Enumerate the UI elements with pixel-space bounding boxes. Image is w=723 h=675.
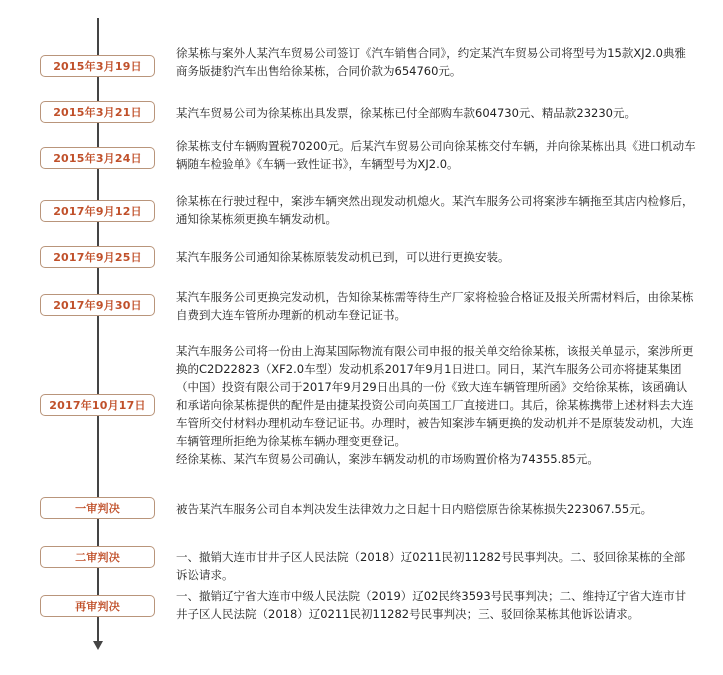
event-description	[176, 104, 696, 122]
event-description	[176, 342, 696, 468]
arrow-down-icon	[93, 641, 103, 650]
event-description	[176, 548, 696, 584]
event-paragraph: 某汽车服务公司将一份由上海某国际物流有限公司申报的报关单交给徐某栋，该报关单显示，案涉所更换的C2D22823（XF2.0车型）发动机系2017年9月1日进口。同日，某汽车服务公司亦将捷某集团（中国）投资有限公司于2017年9月29日出具的一份《致大连车辆管理所函》交给徐某栋，该函确认和承诺向徐某栋提供的配件是由捷某投资公司向英国工厂直接进口。其后，徐某栋携带上述材料去大连车管所交付材料办理机动车登记证书。办理时，被告知案涉车辆更换的发动机并不是原装发动机，大连车辆管理所拒绝为徐某栋车辆办理变更登记。	[176, 344, 694, 448]
date-label: 2015年3月21日	[40, 101, 155, 123]
date-label: 2015年3月19日	[40, 55, 155, 77]
event-paragraph: 徐某栋在行驶过程中，案涉车辆突然出现发动机熄火。某汽车服务公司将案涉车辆拖至其店内检修后，通知徐某栋须更换车辆发动机。	[176, 194, 694, 226]
event-description	[176, 288, 696, 324]
date-label: 一审判决	[40, 497, 155, 519]
event-paragraph: 一、撤销大连市甘井子区人民法院（2018）辽0211民初11282号民事判决。二、驳回徐某栋的全部诉讼请求。	[176, 550, 686, 582]
event-paragraph: 某汽车服务公司更换完发动机，告知徐某栋需等待生产厂家将检验合格证及报关所需材料后，由徐某栋自费到大连车管所办理新的机动车登记证书。	[176, 290, 694, 322]
event-description	[176, 44, 696, 80]
date-label: 2017年9月25日	[40, 246, 155, 268]
date-label: 2017年10月17日	[40, 394, 155, 416]
date-label: 2015年3月24日	[40, 147, 155, 169]
event-paragraph: 经徐某栋、某汽车贸易公司确认，案涉车辆发动机的市场购置价格为74355.85元。	[176, 452, 599, 466]
date-label: 2017年9月30日	[40, 294, 155, 316]
date-label: 2017年9月12日	[40, 200, 155, 222]
event-paragraph: 徐某栋与案外人某汽车贸易公司签订《汽车销售合同》，约定某汽车贸易公司将型号为15款XJ2.0典雅商务版捷豹汽车出售给徐某栋，合同价款为654760元。	[176, 46, 686, 78]
event-paragraph: 被告某汽车服务公司自本判决发生法律效力之日起十日内赔偿原告徐某栋损失223067.55元。	[176, 502, 653, 516]
event-paragraph: 某汽车服务公司通知徐某栋原装发动机已到，可以进行更换安装。	[176, 250, 510, 264]
date-label: 二审判决	[40, 546, 155, 568]
date-label: 再审判决	[40, 595, 155, 617]
event-description	[176, 587, 696, 623]
event-description	[176, 137, 696, 173]
event-paragraph: 一、撤销辽宁省大连市中级人民法院（2019）辽02民终3593号民事判决；二、维持辽宁省大连市甘井子区人民法院（2018）辽0211民初11282号民事判决；三、驳回徐某栋其他诉讼请求。	[176, 589, 687, 621]
event-description	[176, 248, 696, 266]
event-paragraph: 某汽车贸易公司为徐某栋出具发票，徐某栋已付全部购车款604730元、精品款23230元。	[176, 106, 636, 120]
event-description	[176, 192, 696, 228]
event-description	[176, 500, 696, 518]
event-paragraph: 徐某栋支付车辆购置税70200元。后某汽车贸易公司向徐某栋交付车辆，并向徐某栋出具《进口机动车辆随车检验单》《车辆一致性证书》，车辆型号为XJ2.0。	[176, 139, 696, 171]
